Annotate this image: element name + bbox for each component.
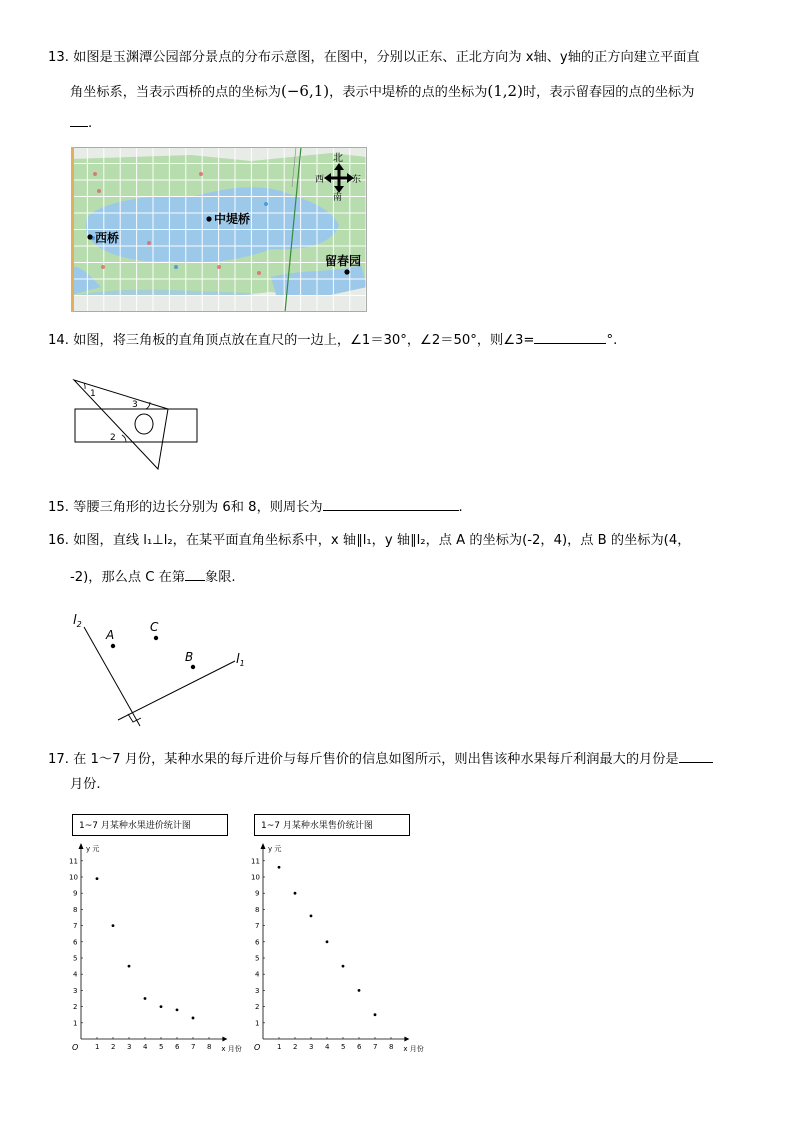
- q13-line2: [70, 82, 694, 101]
- ruler: [75, 409, 197, 442]
- west-bridge-label: 西桥: [95, 231, 120, 245]
- chart1-point: [176, 1008, 179, 1011]
- coord-west-bridge: (−6,1): [281, 82, 330, 100]
- chart2-y-tick-label: 4: [255, 970, 260, 979]
- chart2-y-tick-label: 3: [255, 986, 260, 995]
- compass-east: 东: [352, 175, 362, 185]
- chart1-x-label: x 月份: [221, 1045, 242, 1053]
- q15-text: [48, 498, 463, 516]
- point-A: [111, 644, 115, 648]
- chart2-y-tick-label: 2: [255, 1003, 260, 1012]
- chart2-y-tick-label: 11: [251, 857, 260, 866]
- right-angle-mark: [128, 714, 141, 722]
- chart2-y-label: y 元: [268, 845, 282, 853]
- chart2-x-tick-label: 7: [373, 1043, 378, 1051]
- chart2-point: [326, 940, 329, 943]
- chart1-y-tick-label: 9: [73, 889, 78, 898]
- angle-1-label: 1: [90, 389, 96, 399]
- chart2-origin: O: [254, 1043, 261, 1052]
- q17-line1-a: 17. 在 1～7 月份，某种水果的每斤进价与每斤售价的信息如图所示，则出售该种水果每斤利润最大的月份是: [48, 752, 679, 767]
- q14-text-b: °.: [606, 333, 618, 348]
- q16-line2: [70, 568, 236, 586]
- q14-answer-blank[interactable]: [534, 331, 606, 344]
- chart1-point: [128, 965, 131, 968]
- compass-west: 西: [315, 175, 325, 185]
- q16-line1: 16. 如图，直线 l₁⊥l₂，在某平面直角坐标系中，x 轴∥l₁，y 轴∥l₂，点 A 的坐标为(-2，4)，点 B 的坐标为(4，: [48, 533, 691, 548]
- chart1-x-tick-label: 7: [191, 1043, 196, 1051]
- chart2-x-tick-label: 4: [325, 1043, 330, 1051]
- chart-sale-price: [244, 840, 429, 1055]
- chart2-y-tick-label: 9: [255, 889, 260, 898]
- chart1-point: [192, 1017, 195, 1020]
- chart1-x-arrow: [222, 1037, 227, 1042]
- q15-text-a: 15. 等腰三角形的边长分别为 6和 8，则周长为: [48, 500, 323, 515]
- chart2-x-tick-label: 1: [277, 1043, 282, 1051]
- q17-line2: 月份.: [70, 777, 101, 792]
- q17-line1: [48, 750, 713, 768]
- perpendicular-lines-figure: [68, 605, 258, 730]
- chart1-y-tick-label: 8: [73, 905, 78, 914]
- point-C: [154, 636, 158, 640]
- point-A-label: A: [106, 628, 115, 642]
- chart1-point: [144, 997, 147, 1000]
- chart2-point: [294, 892, 297, 895]
- chart1-x-tick-label: 2: [111, 1043, 116, 1051]
- chart1-y-tick-label: 11: [69, 857, 78, 866]
- compass-south: 南: [333, 193, 343, 203]
- chart2-y-tick-label: 1: [255, 1019, 260, 1028]
- chart2-point: [342, 965, 345, 968]
- q13-line2-b: ，表示中堤桥的点的坐标为: [329, 85, 488, 100]
- coord-mid-bridge: (1,2): [487, 82, 523, 100]
- chart2-x-tick-label: 6: [357, 1043, 362, 1051]
- q13-line2-c: 时，表示留春园的点的坐标为: [522, 85, 695, 100]
- q15-answer-blank[interactable]: [323, 498, 459, 511]
- chart2-title: 1~7 月某种水果售价统计图: [254, 814, 410, 836]
- chart2-x-tick-label: 3: [309, 1043, 314, 1051]
- park-map: [71, 147, 367, 312]
- chart2-y-tick-label: 10: [251, 873, 260, 882]
- chart2-y-tick-label: 8: [255, 905, 260, 914]
- ruler-triangle-figure: [70, 375, 205, 475]
- chart2-y-tick-label: 7: [255, 922, 260, 931]
- q14-text: [48, 331, 617, 349]
- chart1-y-tick-label: 7: [73, 922, 78, 931]
- chart1-y-tick-label: 6: [73, 938, 78, 947]
- q13-line3: [70, 114, 92, 132]
- point-B-label: B: [185, 650, 194, 664]
- q17-answer-blank[interactable]: [679, 750, 713, 763]
- chart1-x-tick-label: 5: [159, 1043, 164, 1051]
- chart1-y-tick-label: 3: [73, 986, 78, 995]
- chart1-point: [112, 924, 115, 927]
- chart1-y-tick-label: 2: [73, 1003, 78, 1012]
- chart2-x-tick-label: 5: [341, 1043, 346, 1051]
- q14-text-a: 14. 如图，将三角板的直角顶点放在直尺的一边上，∠1＝30°，∠2＝50°，则∠3=: [48, 333, 535, 348]
- mid-bridge-point: [206, 216, 211, 221]
- chart1-origin: O: [72, 1043, 79, 1052]
- triangle: [74, 380, 168, 469]
- chart1-point: [96, 877, 99, 880]
- q15-text-b: .: [458, 500, 463, 515]
- chart1-y-arrow: [79, 843, 84, 849]
- point-C-label: C: [150, 620, 159, 634]
- q13-line2-a: 角坐标系，当表示西桥的点的坐标为: [70, 85, 281, 100]
- q13-line1: 13. 如图是玉渊潭公园部分景点的分布示意图，在图中，分别以正东、正北方向为 x轴、y轴的正方向建立平面直: [48, 50, 700, 65]
- chart2-y-arrow: [261, 843, 266, 849]
- liuchun-label: 留春园: [325, 254, 362, 268]
- compass-north: 北: [333, 153, 343, 164]
- chart1-y-label: y 元: [86, 845, 100, 853]
- angle-3-label: 3: [132, 400, 138, 410]
- chart2-x-label: x 月份: [403, 1045, 424, 1053]
- q16-line2-a: -2)，那么点 C 在第: [70, 570, 186, 585]
- l2-label: $l_2$: [73, 613, 82, 629]
- chart2-x-tick-label: 2: [293, 1043, 298, 1051]
- chart2-point: [358, 989, 361, 992]
- chart2-y-tick-label: 5: [255, 954, 260, 963]
- chart1-x-tick-label: 4: [143, 1043, 148, 1051]
- chart1-y-tick-label: 1: [73, 1019, 78, 1028]
- chart2-x-arrow: [404, 1037, 409, 1042]
- liuchun-point: [344, 269, 349, 274]
- line-l1: [118, 661, 235, 720]
- chart1-x-tick-label: 1: [95, 1043, 100, 1051]
- q13-answer-blank[interactable]: [70, 114, 88, 127]
- l1-label: $l_1$: [236, 652, 245, 668]
- mid-bridge-label: 中堤桥: [214, 212, 251, 226]
- chart2-y-tick-label: 6: [255, 938, 260, 947]
- west-bridge-point: [87, 234, 92, 239]
- chart2-point: [310, 914, 313, 917]
- chart1-y-tick-label: 4: [73, 970, 78, 979]
- angle-2-label: 2: [110, 433, 116, 443]
- q16-line2-b: 象限.: [205, 570, 236, 585]
- chart1-point: [160, 1005, 163, 1008]
- chart-purchase-price: [62, 840, 242, 1055]
- chart1-x-tick-label: 8: [207, 1043, 212, 1051]
- triangle-hole: [135, 414, 153, 434]
- chart2-point: [374, 1013, 377, 1016]
- chart2-point: [278, 866, 281, 869]
- chart1-y-tick-label: 5: [73, 954, 78, 963]
- point-B: [191, 665, 195, 669]
- chart1-title: 1~7 月某种水果进价统计图: [72, 814, 228, 836]
- chart1-x-tick-label: 6: [175, 1043, 180, 1051]
- q16-answer-blank[interactable]: [185, 568, 205, 581]
- chart1-y-tick-label: 10: [69, 873, 78, 882]
- q13-period: .: [88, 116, 93, 131]
- chart1-x-tick-label: 3: [127, 1043, 132, 1051]
- chart2-x-tick-label: 8: [389, 1043, 394, 1051]
